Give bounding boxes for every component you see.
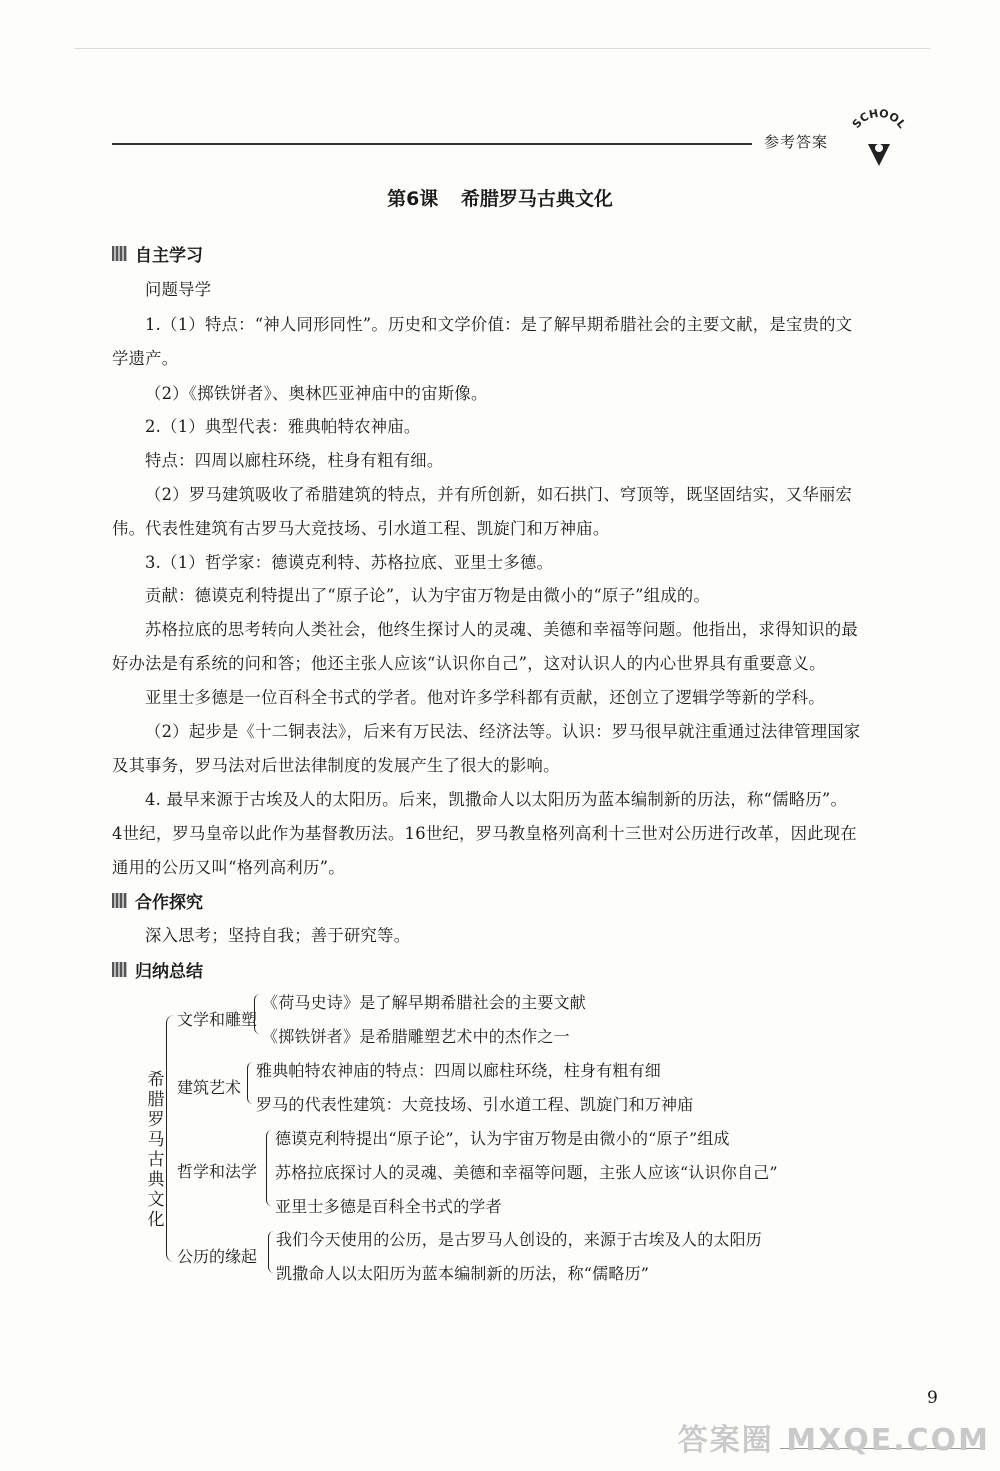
answer-line: 贡献：德谟克利特提出了“原子论”，认为宇宙万物是由微小的“原子”组成的。	[145, 586, 711, 605]
answer-line: （2）《掷铁饼者》、奥林匹亚神庙中的宙斯像。	[145, 384, 488, 403]
answer-line: 3.（1）哲学家：德谟克利特、苏格拉底、亚里士多德。	[145, 553, 554, 572]
subheading: 问题导学	[145, 280, 212, 299]
answer-line: （2）罗马建筑吸收了希腊建筑的特点，并有所创新，如石拱门、穹顶等，既坚固结实，又华丽宏	[145, 485, 853, 504]
tree-leaf: 《荷马史诗》是了解早期希腊社会的主要文献	[262, 993, 587, 1012]
answer-line: 1.（1）特点：“神人同形同性”。历史和文学价值：是了解早期希腊社会的主要文献，是宝贵的文	[145, 315, 853, 334]
cooperation-answer: 深入思考；坚持自我；善于研究等。	[145, 926, 411, 945]
branch-brace	[254, 994, 261, 1034]
answer-line: 2.（1）典型代表：雅典帕特农神庙。	[145, 417, 421, 436]
answer-line: 亚里士多德是一位百科全书式的学者。他对许多学科都有贡献，还创立了逻辑学等新的学科。	[145, 688, 825, 707]
answer-line: 苏格拉底的思考转向人类社会，他终生探讨人的灵魂、美德和幸福等问题。他指出，求得知识的最	[145, 620, 858, 639]
header-rule	[112, 143, 752, 145]
tree-trunk-brace	[166, 1015, 175, 1262]
tree-leaf: 亚里士多德是百科全书式的学者	[275, 1197, 502, 1216]
tree-root: 希腊罗马古典文化	[147, 1070, 165, 1230]
tree-branch: 哲学和法学	[177, 1162, 258, 1181]
section-bullet-icon	[112, 893, 127, 908]
tree-branch: 文学和雕塑	[177, 1010, 258, 1029]
header-label: 参考答案	[764, 133, 829, 151]
section-bullet-icon	[112, 962, 127, 977]
page-number: 9	[927, 1388, 938, 1408]
section-summary: 归纳总结	[112, 957, 203, 982]
top-divider	[75, 48, 930, 49]
answer-line: 特点：四周以廊柱环绕，柱身有粗有细。	[145, 451, 444, 470]
answer-line: 4. 最早来源于古埃及人的太阳历。后来，凯撒命人以太阳历为蓝本编制新的历法，称“儒略历”。	[145, 790, 848, 809]
answer-line: （2）起步是《十二铜表法》，后来有万民法、经济法等。认识：罗马很早就注重通过法律管理国家	[145, 722, 861, 741]
answer-line: 伟。代表性建筑有古罗马大竞技场、引水道工程、凯旋门和万神庙。	[112, 519, 610, 538]
lesson-name: 希腊罗马古典文化	[460, 188, 613, 210]
tree-leaf: 德谟克利特提出“原子论”，认为宇宙万物是由微小的“原子”组成	[275, 1129, 730, 1148]
section-bullet-icon	[112, 246, 127, 261]
tree-leaf: 雅典帕特农神庙的特点：四周以廊柱环绕，柱身有粗有细	[256, 1061, 662, 1080]
section-self-study: 自主学习	[112, 241, 203, 266]
answer-line: 及其事务，罗马法对后世法律制度的发展产生了很大的影响。	[112, 756, 560, 775]
lesson-number: 第6课	[387, 188, 439, 210]
tree-branch: 公历的缘起	[177, 1247, 258, 1266]
branch-brace	[268, 1231, 275, 1273]
answer-line: 4世纪，罗马皇帝以此作为基督教历法。16世纪，罗马教皇格列高利十三世对公历进行改革，因此现在	[112, 824, 857, 843]
watermark: 答案圈 MXQE.COM	[677, 1423, 990, 1458]
branch-brace	[247, 1062, 254, 1104]
answer-line: 学遗产。	[112, 349, 179, 368]
svg-text:SCHOOL: SCHOOL	[849, 108, 909, 131]
tree-branch: 建筑艺术	[177, 1078, 242, 1097]
tree-leaf: 苏格拉底探讨人的灵魂、美德和幸福等问题，主张人应该“认识你自己”	[275, 1163, 778, 1182]
tree-leaf: 《掷铁饼者》是希腊雕塑艺术中的杰作之一	[262, 1027, 570, 1046]
answer-line: 好办法是有系统的问和答；他还主张人应该“认识你自己”，这对认识人的内心世界具有重要意义。	[112, 654, 826, 673]
tree-leaf: 凯撒命人以太阳历为蓝本编制新的历法，称“儒略历”	[276, 1264, 650, 1283]
section-cooperation: 合作探究	[112, 888, 203, 913]
answer-line: 通用的公历又叫“格列高利历”。	[112, 858, 345, 877]
tree-leaf: 我们今天使用的公历，是古罗马人创设的，来源于古埃及人的太阳历	[276, 1230, 763, 1249]
school-logo-icon	[846, 108, 912, 172]
tree-leaf: 罗马的代表性建筑：大竞技场、引水道工程、凯旋门和万神庙	[256, 1095, 694, 1114]
lesson-title	[0, 184, 1000, 211]
branch-brace	[266, 1130, 273, 1206]
